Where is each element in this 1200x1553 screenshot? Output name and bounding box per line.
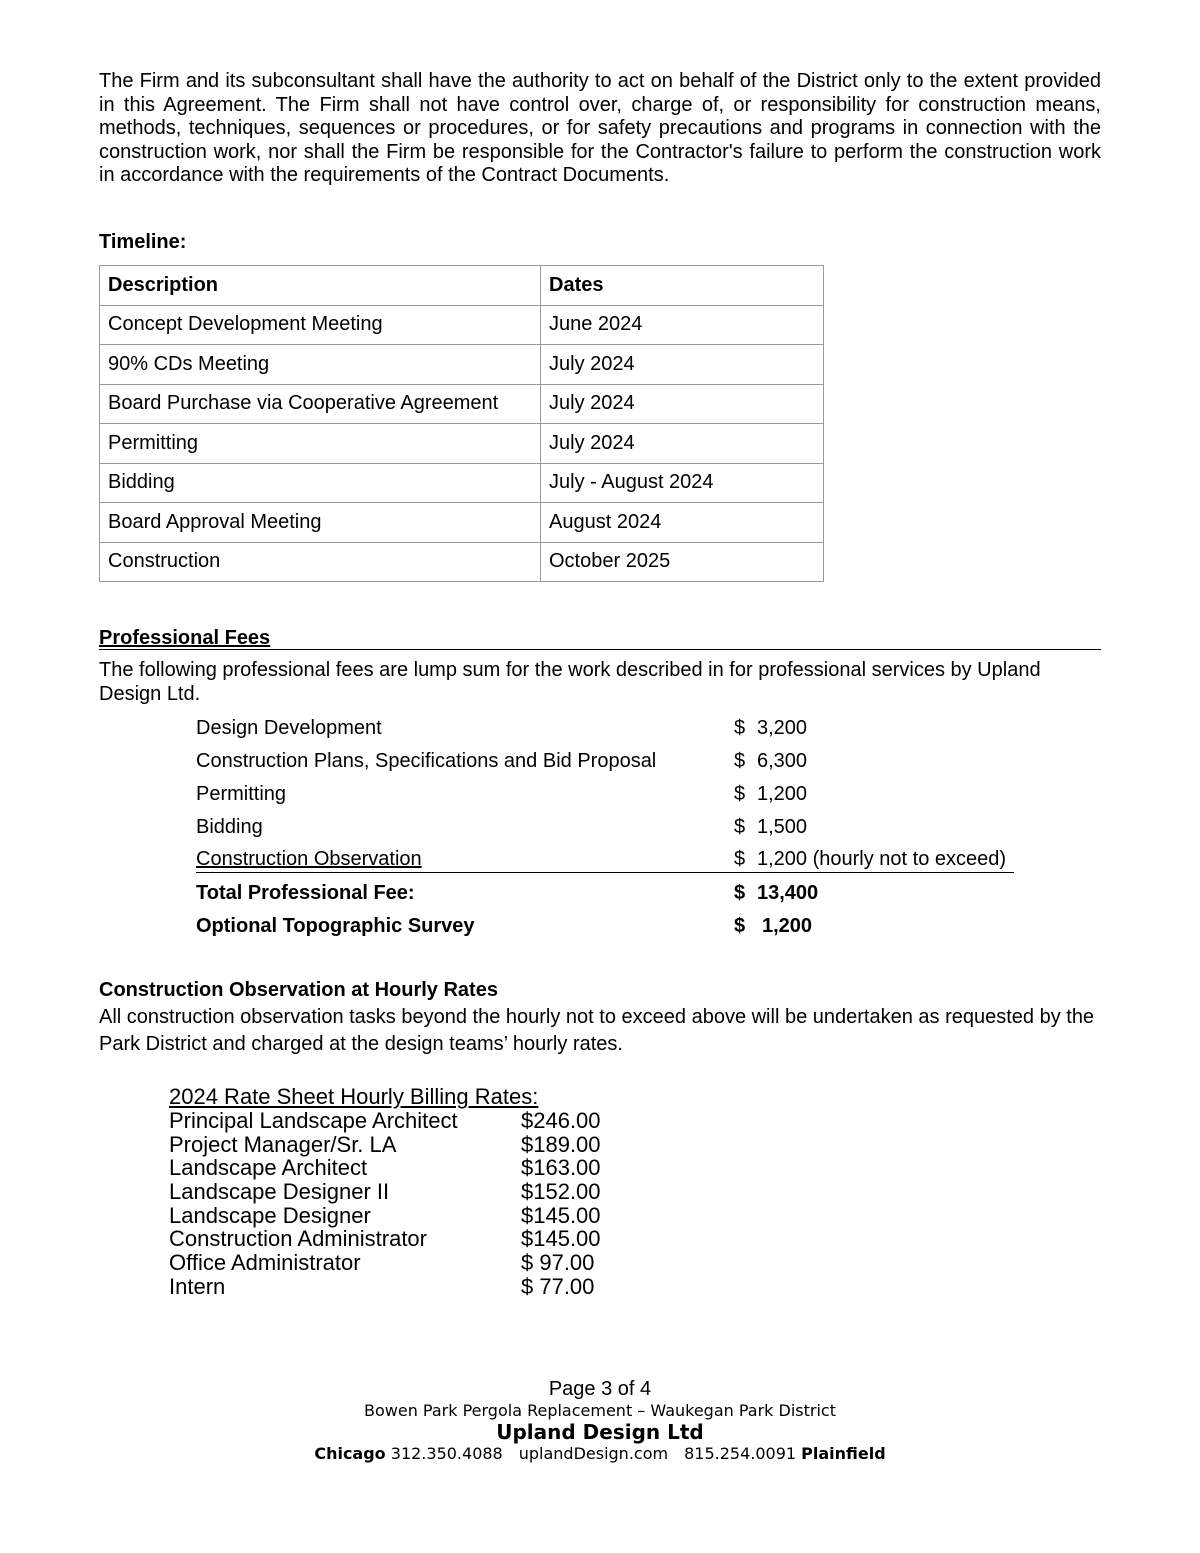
timeline-date: October 2025 xyxy=(541,542,824,582)
fee-label: Design Development xyxy=(196,717,382,739)
rate-value: $152.00 xyxy=(521,1179,601,1204)
fee-label: Optional Topographic Survey xyxy=(196,915,475,937)
table-row xyxy=(100,384,824,424)
fee-currency: $ xyxy=(734,783,746,805)
fee-currency: $ xyxy=(734,717,746,739)
fee-currency: $ xyxy=(734,882,746,904)
fee-amount: 6,300 xyxy=(757,750,808,772)
footer-city-left: Chicago xyxy=(314,1444,386,1463)
timeline-header-row xyxy=(100,266,824,306)
fee-currency: $ xyxy=(734,848,746,870)
fee-label: Bidding xyxy=(196,816,263,838)
fee-amount: 13,400 xyxy=(757,882,819,904)
table-row xyxy=(100,424,824,464)
rate-role: Project Manager/Sr. LA xyxy=(169,1132,397,1157)
fee-row xyxy=(196,747,1016,775)
fee-label: Permitting xyxy=(196,783,287,805)
table-row xyxy=(100,542,824,582)
rate-value: $145.00 xyxy=(521,1226,601,1251)
rate-role: Construction Administrator xyxy=(169,1226,427,1251)
timeline-description: Construction xyxy=(100,542,541,582)
footer-phone-right: 815.254.0091 xyxy=(684,1444,797,1463)
timeline-date: August 2024 xyxy=(541,503,824,543)
fee-label: Construction Plans, Specifications and Bid Proposal xyxy=(196,750,657,772)
footer-project: Bowen Park Pergola Replacement – Waukegan Park District xyxy=(364,1401,836,1420)
table-row xyxy=(100,503,824,543)
fee-label: Construction Observation xyxy=(196,848,422,870)
list-item xyxy=(169,1227,609,1251)
list-item xyxy=(169,1251,609,1275)
fee-amount: 1,200 xyxy=(762,915,813,937)
rate-value: $246.00 xyxy=(521,1108,601,1133)
rate-value: $189.00 xyxy=(521,1132,601,1157)
rate-value: $145.00 xyxy=(521,1203,601,1228)
timeline-label: Timeline: xyxy=(99,231,187,253)
rate-sheet-title: 2024 Rate Sheet Hourly Billing Rates: xyxy=(169,1084,539,1109)
fee-row-total xyxy=(196,879,1016,907)
timeline-header-description: Description xyxy=(100,266,541,306)
fee-currency: $ xyxy=(734,750,746,772)
fee-amount: 1,200 (hourly not to exceed) xyxy=(757,848,1007,870)
timeline-header-dates: Dates xyxy=(541,266,824,306)
list-item xyxy=(169,1156,609,1180)
fee-currency: $ xyxy=(734,915,746,937)
timeline-description: Board Purchase via Cooperative Agreement xyxy=(100,384,541,424)
timeline-date: July 2024 xyxy=(541,424,824,464)
timeline-date: July 2024 xyxy=(541,345,824,385)
fee-label: Total Professional Fee: xyxy=(196,882,415,904)
page-number: Page 3 of 4 xyxy=(548,1378,652,1400)
fee-row-optional-survey xyxy=(196,912,1016,940)
list-item xyxy=(169,1180,609,1204)
fee-row xyxy=(196,813,1016,841)
rate-role: Principal Landscape Architect xyxy=(169,1108,458,1133)
table-row xyxy=(100,305,824,345)
observation-heading: Construction Observation at Hourly Rates xyxy=(99,979,498,1001)
list-item xyxy=(169,1204,609,1228)
footer-phone-left: 312.350.4088 xyxy=(390,1444,503,1463)
fee-amount: 1,200 xyxy=(757,783,808,805)
rate-role: Landscape Designer xyxy=(169,1203,371,1228)
list-item xyxy=(169,1109,609,1133)
timeline-description: Concept Development Meeting xyxy=(100,305,541,345)
professional-fees-heading: Professional Fees xyxy=(99,627,1101,650)
rate-value: $163.00 xyxy=(521,1155,601,1180)
list-item xyxy=(169,1275,609,1299)
professional-fees-intro: The following professional fees are lump sum for the work described in for professional services by Upland Design Ltd. xyxy=(99,659,1041,705)
rate-value: $ 97.00 xyxy=(521,1250,595,1275)
intro-paragraph: The Firm and its subconsultant shall have the authority to act on behalf of the District only to the extent provided in this Agreement. The Firm shall not have control over, charge of, or responsibility for construction means, methods, techniques, sequences or procedures, or for safety precautions and programs in connection with the construction work, nor shall the Firm be responsible for the Contractor's failure to perform the construction work in accordance with the requirements of the Contract Documents. xyxy=(99,70,1101,187)
timeline-description: Permitting xyxy=(100,424,541,464)
timeline-description: Board Approval Meeting xyxy=(100,503,541,543)
table-row xyxy=(100,345,824,385)
observation-text: All construction observation tasks beyond the hourly not to exceed above will be undertaken as requested by the Park District and charged at the design teams’ hourly rates. xyxy=(99,1006,1095,1055)
table-row xyxy=(100,463,824,503)
timeline-date: June 2024 xyxy=(541,305,824,345)
footer-firm-name: Upland Design Ltd xyxy=(496,1420,704,1444)
rate-role: Landscape Architect xyxy=(169,1155,368,1180)
footer-city-right: Plainfield xyxy=(801,1444,886,1463)
rate-value: $ 77.00 xyxy=(521,1274,595,1299)
timeline-table xyxy=(99,265,824,582)
fee-amount: 1,500 xyxy=(757,816,808,838)
timeline-description: Bidding xyxy=(100,463,541,503)
fee-currency: $ xyxy=(734,816,746,838)
fee-row xyxy=(196,780,1016,808)
footer-contact xyxy=(0,1444,1200,1464)
rate-role: Landscape Designer II xyxy=(169,1179,390,1204)
fee-amount: 3,200 xyxy=(757,717,808,739)
fee-row-construction-observation xyxy=(196,845,1014,873)
rate-role: Intern xyxy=(169,1274,226,1299)
rate-role: Office Administrator xyxy=(169,1250,361,1275)
list-item xyxy=(169,1133,609,1157)
timeline-description: 90% CDs Meeting xyxy=(100,345,541,385)
timeline-date: July - August 2024 xyxy=(541,463,824,503)
timeline-date: July 2024 xyxy=(541,384,824,424)
footer-website: uplandDesign.com xyxy=(518,1444,669,1463)
fee-row xyxy=(196,714,1016,742)
